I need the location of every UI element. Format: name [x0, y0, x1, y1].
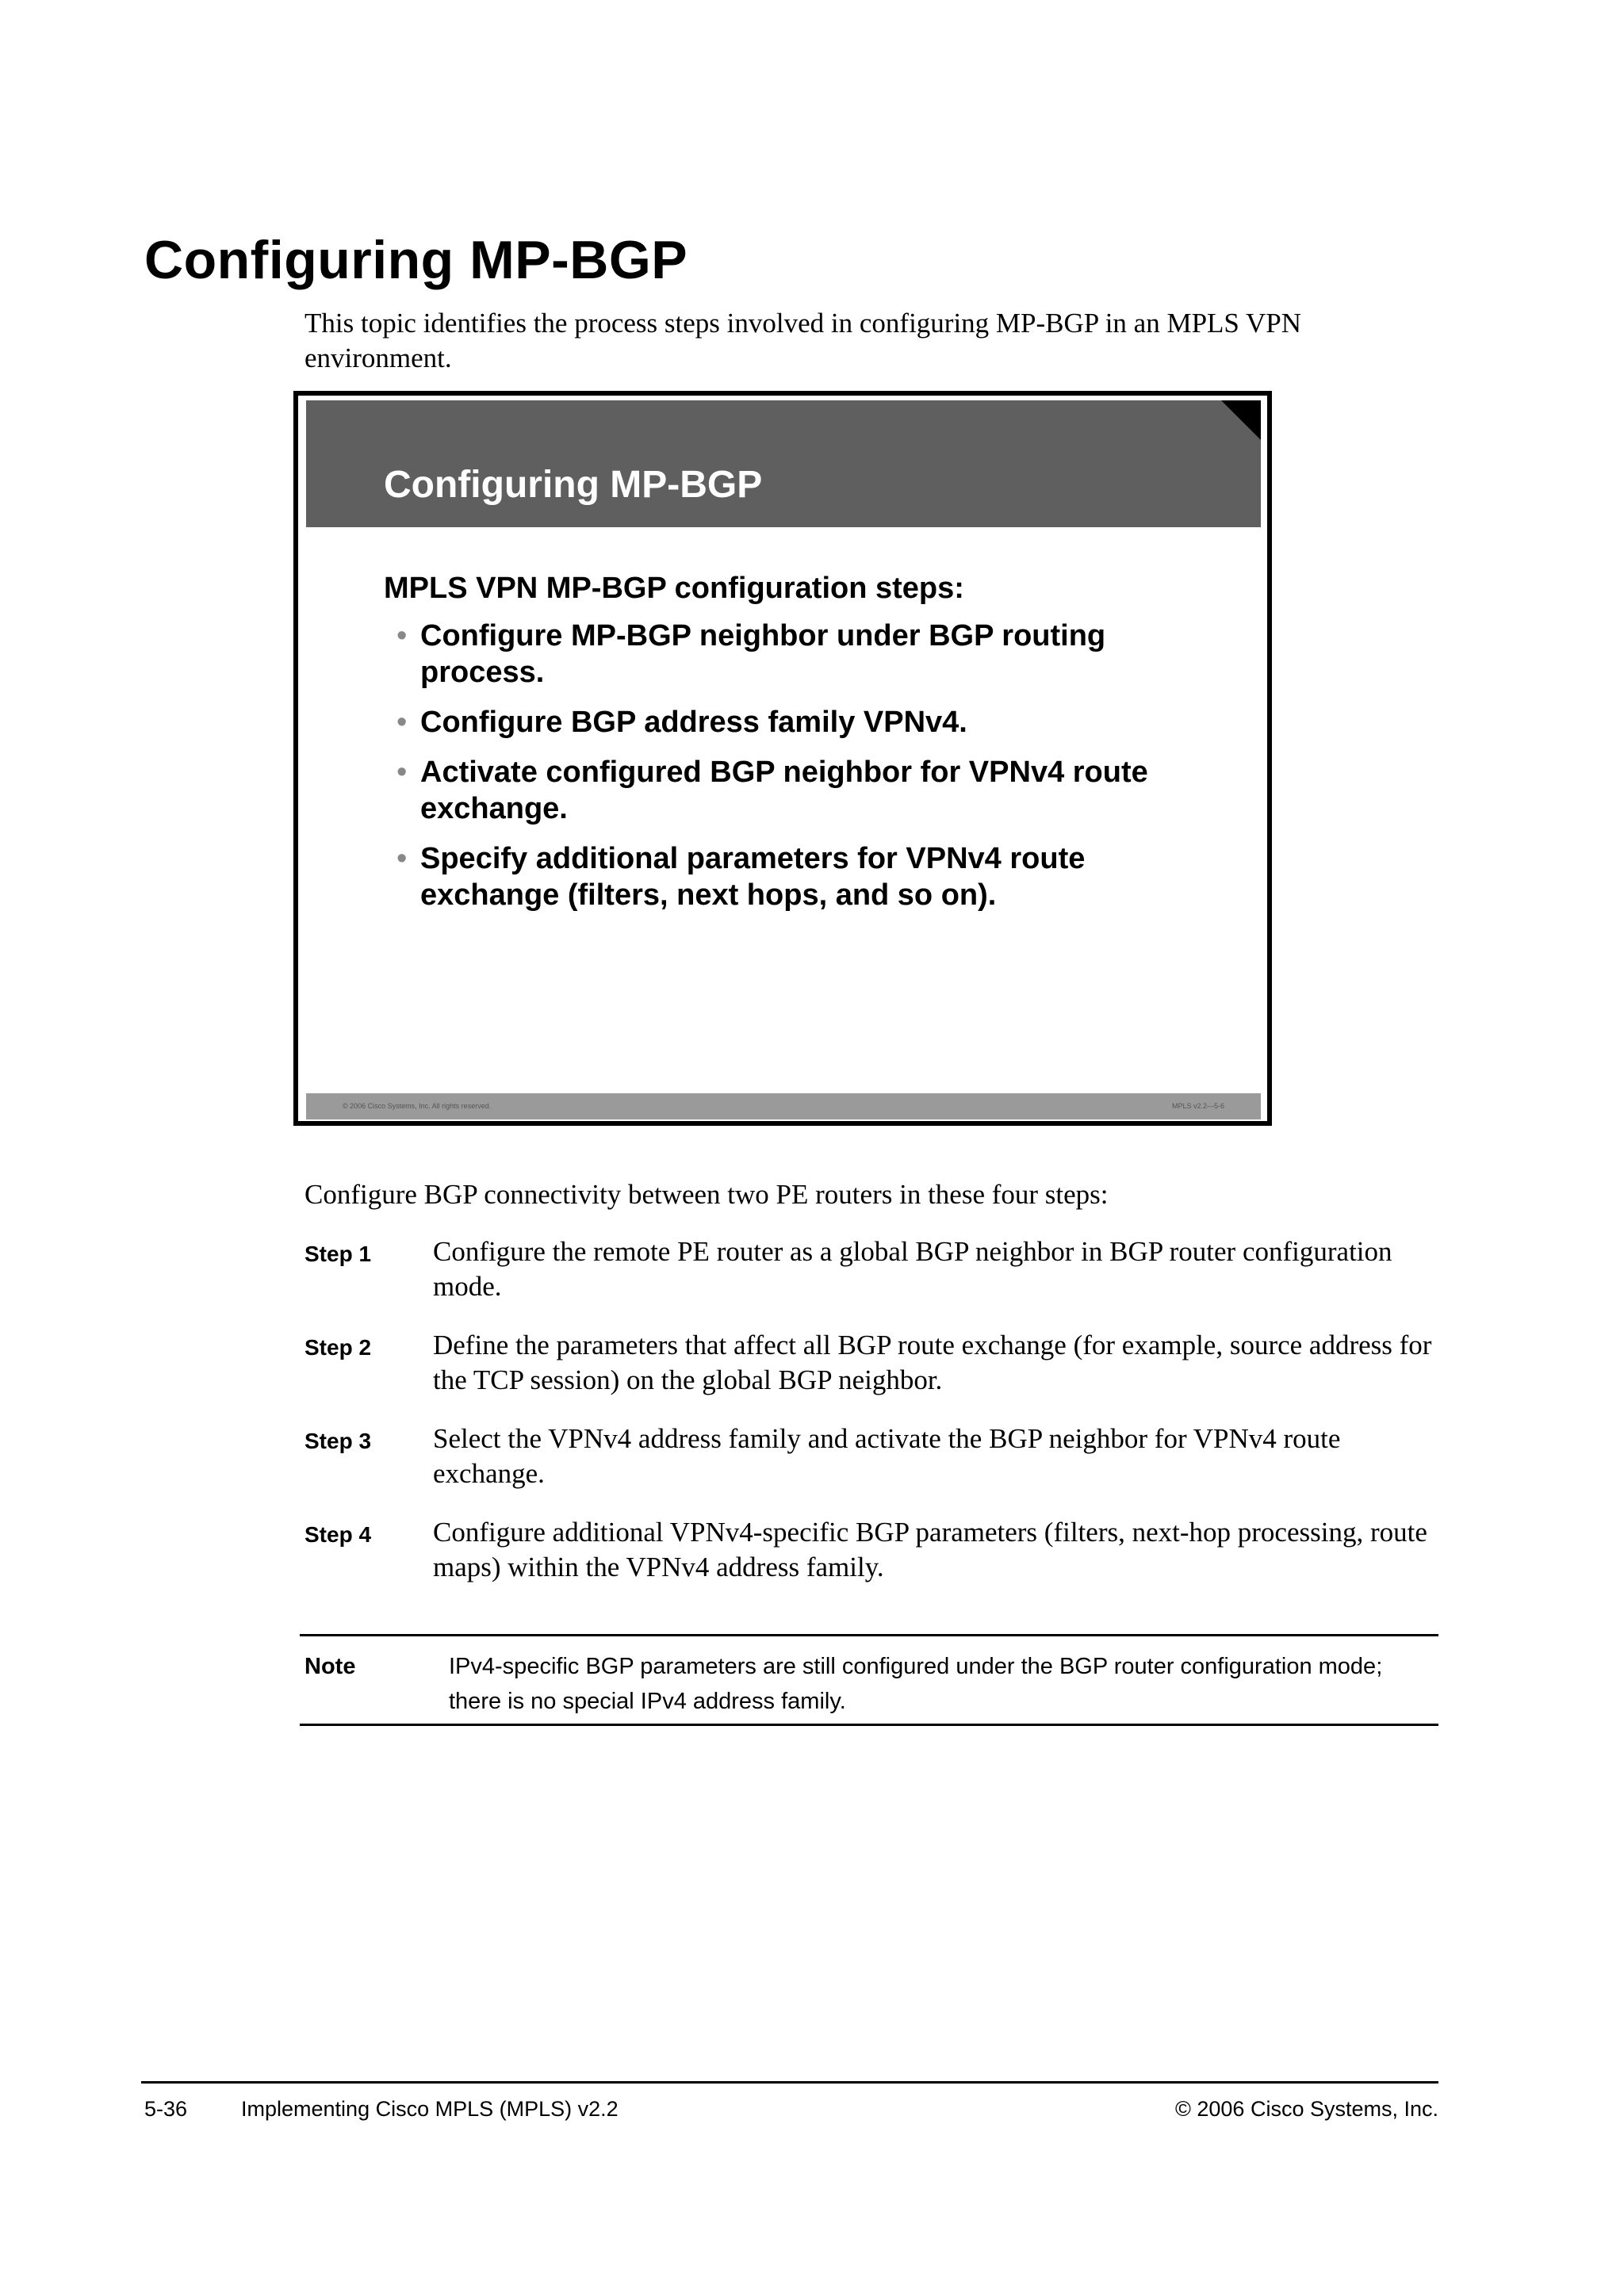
slide-heading: MPLS VPN MP-BGP configuration steps:: [384, 572, 964, 605]
footer-rule: [141, 2081, 1438, 2084]
slide-bullet-list: [384, 618, 1224, 913]
intro-paragraph: This topic identifies the process steps involved in configuring MP-BGP in an MPLS VPN environment.: [304, 308, 1302, 373]
bullet-dot-icon: •: [396, 842, 408, 875]
step-label: Step 3: [304, 1429, 372, 1453]
page-title: Configuring MP-BGP: [144, 230, 688, 290]
book-title: Implementing Cisco MPLS (MPLS) v2.2: [241, 2097, 619, 2121]
slide-bullet: [396, 840, 1224, 913]
slide-bullet-text: Configure BGP address family VPNv4.: [420, 706, 967, 739]
note-box: [300, 1634, 1438, 1726]
note-text: IPv4-specific BGP parameters are still configured under the BGP router configuration mode; there is no special IPv4 address family.: [449, 1654, 1383, 1714]
slide-title: Configuring MP-BGP: [384, 464, 763, 506]
bullet-dot-icon: •: [396, 706, 408, 739]
slide-bullet: [396, 618, 1224, 691]
slide-footer-copyright: © 2006 Cisco Systems, Inc. All rights reserved.: [343, 1102, 492, 1110]
step-text: Select the VPNv4 address family and activate the BGP neighbor for VPNv4 route exchange.: [433, 1423, 1341, 1489]
slide-bullet: [396, 754, 1224, 827]
note-label: Note: [304, 1654, 356, 1679]
step-label: Step 2: [304, 1335, 372, 1360]
step-label: Step 4: [304, 1522, 372, 1547]
slide-bullet: [396, 704, 1224, 740]
footer-copyright: © 2006 Cisco Systems, Inc.: [1174, 2097, 1438, 2121]
slide-body: [384, 570, 1224, 927]
connect-intro: Configure BGP connectivity between two PE routers in these four steps:: [304, 1179, 1109, 1210]
slide-footer: [306, 1093, 1261, 1119]
step-text: Configure additional VPNv4-specific BGP parameters (filters, next-hop processing, route maps) within the VPNv4 address family.: [433, 1517, 1427, 1582]
page-number: 5-36: [144, 2097, 188, 2121]
slide-header: [306, 400, 1261, 527]
slide-figure: [293, 391, 1272, 1126]
step-text: Define the parameters that affect all BGP route exchange (for example, source address for the TCP session) on the global BGP neighbor.: [433, 1330, 1432, 1395]
corner-triangle-icon: [1221, 400, 1261, 440]
slide-bullet-text: Configure MP-BGP neighbor under BGP routing process.: [420, 619, 1106, 689]
slide-bullet-text: Activate configured BGP neighbor for VPNv4 route exchange.: [420, 756, 1148, 825]
bullet-dot-icon: •: [396, 619, 408, 652]
slide-bullet-text: Specify additional parameters for VPNv4 route exchange (filters, next hops, and so on).: [420, 842, 1086, 912]
slide-footer-id: MPLS v2.2—5-6: [1171, 1102, 1224, 1110]
step-label: Step 1: [304, 1242, 372, 1266]
bullet-dot-icon: •: [396, 756, 408, 789]
step-text: Configure the remote PE router as a global BGP neighbor in BGP router configuration mode.: [433, 1236, 1392, 1302]
